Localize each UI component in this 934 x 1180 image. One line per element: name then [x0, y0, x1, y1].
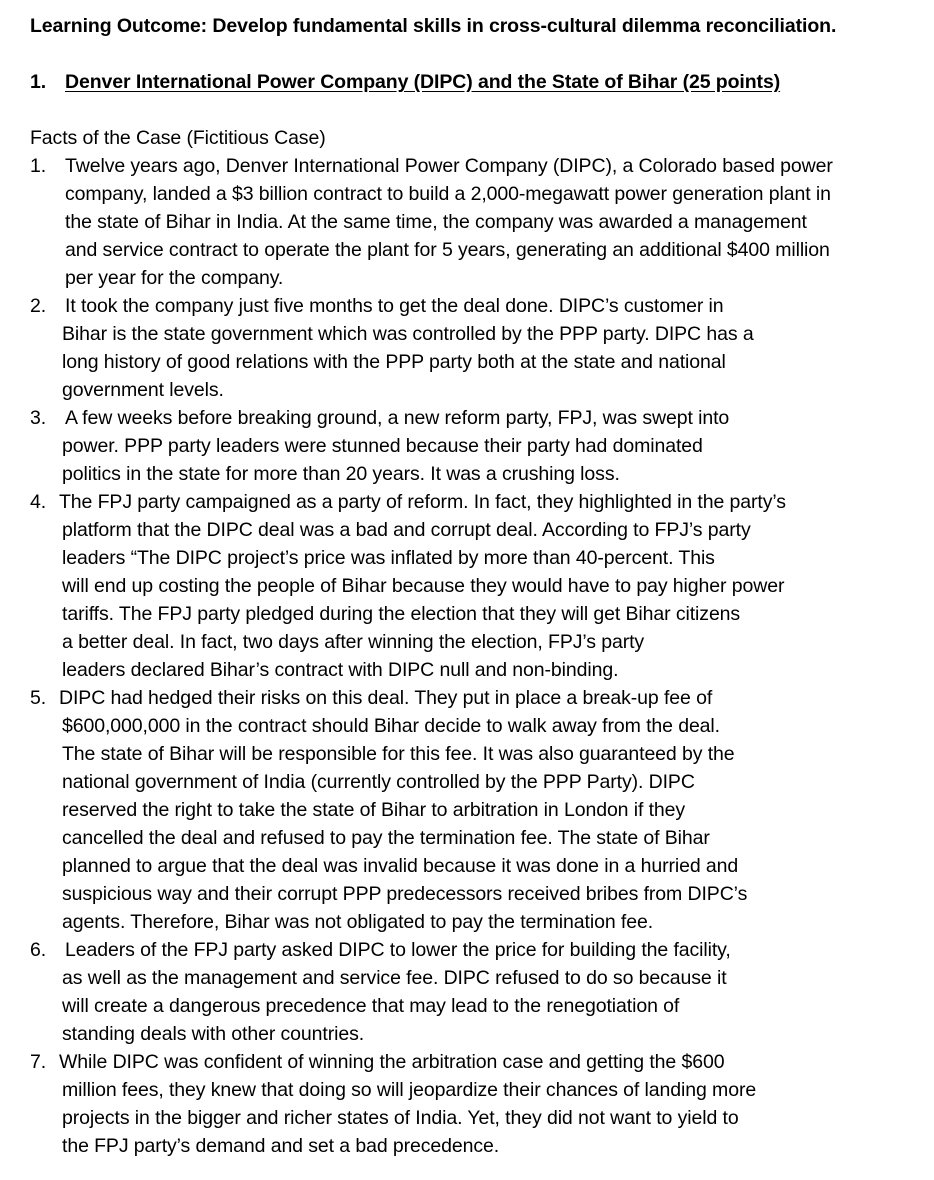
section-number: 1. — [30, 71, 47, 93]
fact-number: 7. — [30, 1051, 47, 1073]
facts-heading: Facts of the Case (Fictitious Case) — [30, 127, 326, 149]
fact-line: The state of Bihar will be responsible for this fee. It was also guaranteed by the — [62, 743, 735, 765]
fact-line: The FPJ party campaigned as a party of reform. In fact, they highlighted in the party’s — [59, 491, 786, 513]
fact-line: cancelled the deal and refused to pay the termination fee. The state of Bihar — [62, 827, 710, 849]
fact-line: projects in the bigger and richer states of India. Yet, they did not want to yield to — [62, 1107, 739, 1129]
fact-line: Bihar is the state government which was controlled by the PPP party. DIPC has a — [62, 323, 754, 345]
fact-number: 2. — [30, 295, 47, 317]
fact-number: 1. — [30, 155, 47, 177]
fact-line: leaders “The DIPC project’s price was inflated by more than 40-percent. This — [62, 547, 715, 569]
fact-number: 3. — [30, 407, 47, 429]
fact-line: While DIPC was confident of winning the arbitration case and getting the $600 — [59, 1051, 725, 1073]
fact-line: power. PPP party leaders were stunned because their party had dominated — [62, 435, 703, 457]
fact-line: Twelve years ago, Denver International Power Company (DIPC), a Colorado based power — [65, 155, 833, 177]
fact-line: DIPC had hedged their risks on this deal. They put in place a break-up fee of — [59, 687, 713, 709]
fact-line: standing deals with other countries. — [62, 1023, 365, 1045]
fact-line: will end up costing the people of Bihar because they would have to pay higher power — [62, 575, 785, 597]
fact-line: $600,000,000 in the contract should Bihar decide to walk away from the deal. — [62, 715, 720, 737]
fact-line: per year for the company. — [65, 267, 284, 289]
fact-line: politics in the state for more than 20 years. It was a crushing loss. — [62, 463, 620, 485]
fact-line: tariffs. The FPJ party pledged during the election that they will get Bihar citizens — [62, 603, 741, 625]
learning-outcome: Learning Outcome: Develop fundamental skills in cross-cultural dilemma reconciliation. — [30, 15, 837, 37]
section-title: Denver International Power Company (DIPC) and the State of Bihar (25 points) — [65, 71, 781, 93]
fact-line: agents. Therefore, Bihar was not obligated to pay the termination fee. — [62, 911, 654, 933]
fact-line: the FPJ party’s demand and set a bad precedence. — [62, 1135, 500, 1157]
fact-number: 5. — [30, 687, 47, 709]
section-heading — [30, 68, 781, 96]
fact-line: Leaders of the FPJ party asked DIPC to lower the price for building the facility, — [65, 939, 731, 961]
fact-line: will create a dangerous precedence that may lead to the renegotiation of — [62, 995, 680, 1017]
fact-number: 4. — [30, 491, 47, 513]
fact-line: A few weeks before breaking ground, a new reform party, FPJ, was swept into — [65, 407, 730, 429]
fact-line: reserved the right to take the state of Bihar to arbitration in London if they — [62, 799, 686, 821]
fact-line: national government of India (currently controlled by the PPP Party). DIPC — [62, 771, 695, 793]
fact-line: as well as the management and service fee. DIPC refused to do so because it — [62, 967, 727, 989]
fact-line: platform that the DIPC deal was a bad and corrupt deal. According to FPJ’s party — [62, 519, 751, 541]
fact-line: government levels. — [62, 379, 224, 401]
fact-line: million fees, they knew that doing so will jeopardize their chances of landing more — [62, 1079, 757, 1101]
fact-line: and service contract to operate the plant for 5 years, generating an additional $400 million — [65, 239, 830, 261]
fact-line: planned to argue that the deal was invalid because it was done in a hurried and — [62, 855, 739, 877]
fact-number: 6. — [30, 939, 47, 961]
fact-line: long history of good relations with the PPP party both at the state and national — [62, 351, 726, 373]
fact-line: It took the company just five months to get the deal done. DIPC’s customer in — [65, 295, 724, 317]
fact-line: the state of Bihar in India. At the same time, the company was awarded a management — [65, 211, 807, 233]
fact-line: leaders declared Bihar’s contract with DIPC null and non-binding. — [62, 659, 619, 681]
fact-line: company, landed a $3 billion contract to build a 2,000-megawatt power generation plant in — [65, 183, 831, 205]
fact-line: suspicious way and their corrupt PPP predecessors received bribes from DIPC’s — [62, 883, 748, 905]
fact-line: a better deal. In fact, two days after winning the election, FPJ’s party — [62, 631, 645, 653]
